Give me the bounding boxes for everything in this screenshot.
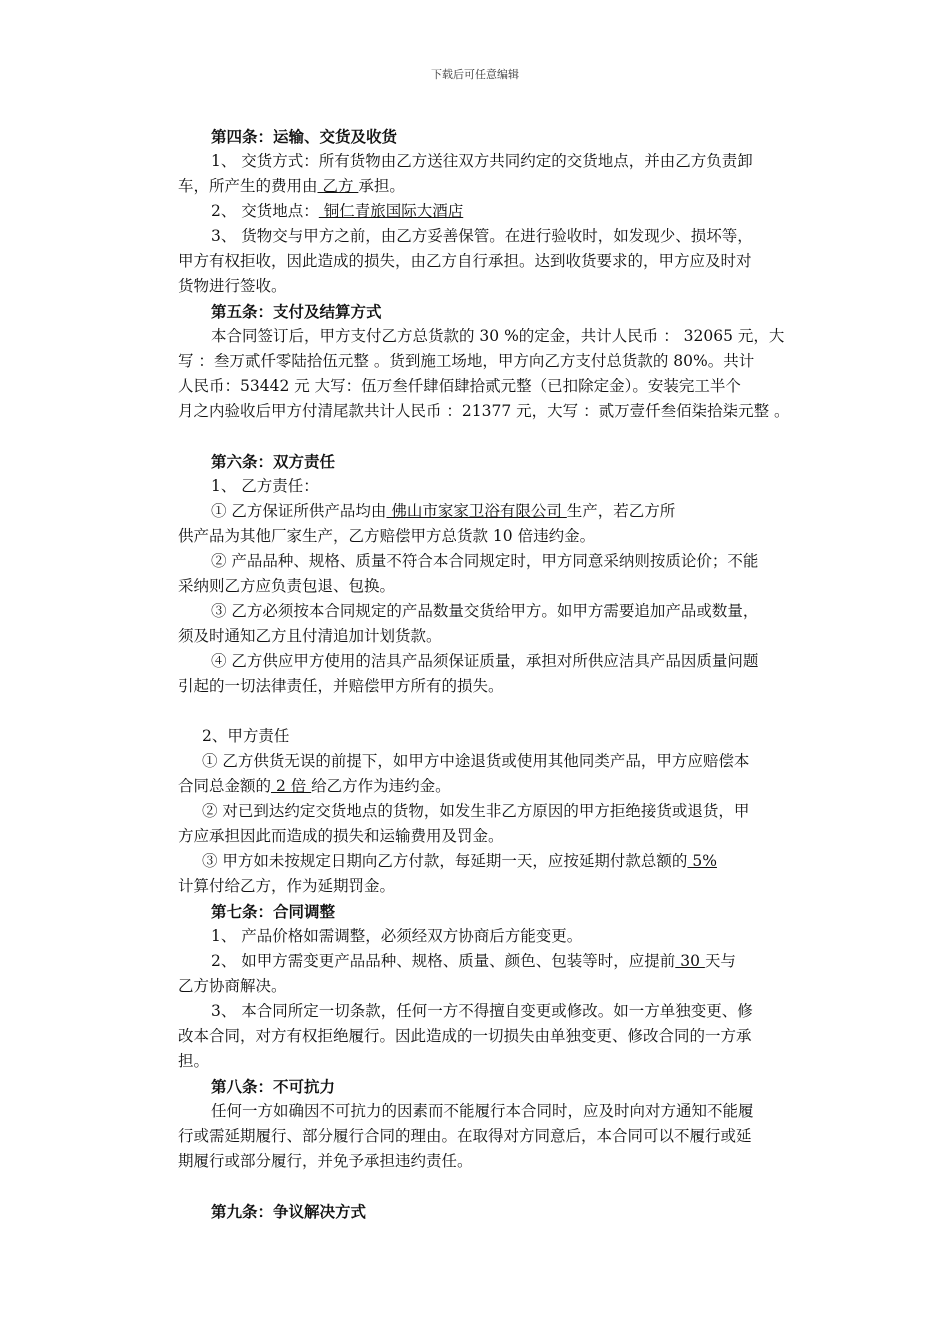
text-line: 任何一方如确因不可抗力的因素而不能履行本合同时，应及时向对方通知不能履 [211, 1102, 754, 1120]
text-segment: 承担。 [358, 177, 405, 195]
filled-blank: 2 倍 [271, 777, 312, 795]
text-segment: 给乙方作为违约金。 [311, 777, 451, 795]
text-line: 人民币：53442 元 大写：伍万叁仟肆佰肆拾贰元整（已扣除定金）。安装完工半个 [178, 377, 741, 395]
text-line: 方应承担因此而造成的损失和运输费用及罚金。 [178, 827, 504, 845]
text-segment: 车，所产生的费用由 [178, 177, 318, 195]
text-line: 1、 产品价格如需调整，必须经双方协商后方能变更。 [211, 927, 583, 945]
text-line [178, 774, 808, 799]
text-line: 担。 [178, 1052, 210, 1070]
text-line [178, 849, 808, 874]
text-segment: ① 乙方保证所供产品均由 [211, 502, 387, 520]
text-line: 本合同签订后，甲方支付乙方总货款的 30 %的定金，共计人民币 ： 32065 元，大 [211, 327, 785, 345]
filled-blank: 乙方 [317, 177, 359, 195]
section-heading: 第九条：争议解决方式 [211, 1202, 367, 1221]
text-line: ② 产品品种、规格、质量不符合本合同规定时，甲方同意采纳则按质论价；不能 [211, 552, 759, 570]
text-segment: 生产，若乙方所 [566, 502, 676, 520]
filled-blank: 30 [675, 952, 705, 970]
text-line: 期履行或部分履行，并免予承担违约责任。 [178, 1152, 473, 1170]
text-line: 采纳则乙方应负责包退、包换。 [178, 577, 396, 595]
section-heading: 第五条：支付及结算方式 [211, 302, 382, 321]
filled-blank: 佛山市家家卫浴有限公司 [386, 502, 567, 520]
blank-line [178, 1174, 808, 1199]
text-line: ① 乙方供货无误的前提下，如甲方中途退货或使用其他同类产品，甲方应赔偿本 [202, 752, 750, 770]
text-line: ② 对已到达约定交货地点的货物，如发生非乙方原因的甲方拒绝接货或退货，甲 [202, 802, 750, 820]
text-segment: ③ 甲方如未按规定日期向乙方付款，每延期一天，应按延期付款总额的 [202, 852, 688, 870]
text-line: 供产品为其他厂家生产，乙方赔偿甲方总货款 10 倍违约金。 [178, 527, 596, 545]
text-line [178, 199, 808, 224]
text-line: 引起的一切法律责任，并赔偿甲方所有的损失。 [178, 677, 504, 695]
text-line: 行或需延期履行、部分履行合同的理由。在取得对方同意后，本合同可以不履行或延 [178, 1127, 752, 1145]
text-line: ④ 乙方供应甲方使用的洁具产品须保证质量，承担对所供应洁具产品因质量问题 [211, 652, 759, 670]
text-line [178, 949, 808, 974]
text-line: 货物进行签收。 [178, 277, 287, 295]
text-line: 须及时通知乙方且付清追加计划货款。 [178, 627, 442, 645]
text-line: ③ 乙方必须按本合同规定的产品数量交货给甲方。如甲方需要追加产品或数量， [211, 602, 759, 620]
blank-line [178, 424, 808, 449]
page-header: 下载后可任意编辑 [431, 68, 519, 81]
text-line: 1、 交货方式：所有货物由乙方送往双方共同约定的交货地点，并由乙方负责卸 [211, 152, 753, 170]
text-line: 3、 本合同所定一切条款，任何一方不得擅自变更或修改。如一方单独变更、修 [211, 1002, 753, 1020]
filled-blank: 铜仁青旅国际大酒店 [318, 202, 464, 220]
text-segment: 合同总金额的 [178, 777, 272, 795]
section-heading: 第六条：双方责任 [211, 452, 336, 471]
filled-blank: 5% [687, 852, 717, 870]
text-line: 改本合同，对方有权拒绝履行。因此造成的一切损失由单独变更、修改合同的一方承 [178, 1027, 752, 1045]
section-heading: 第七条：合同调整 [211, 902, 336, 921]
text-segment: 天与 [704, 952, 736, 970]
text-line: 甲方有权拒收，因此造成的损失，由乙方自行承担。达到收货要求的，甲方应及时对 [178, 252, 752, 270]
blank-line [178, 699, 808, 724]
contract-body [178, 124, 808, 1224]
text-line [178, 499, 808, 524]
section-heading: 第四条：运输、交货及收货 [211, 127, 398, 146]
text-line: 2、甲方责任 [202, 727, 290, 745]
section-heading: 第八条：不可抗力 [211, 1077, 336, 1096]
text-line: 月之内验收后甲方付清尾款共计人民币 ：21377 元，大写 ：贰万壹仟叁佰柒拾柒元整 。 [178, 402, 790, 420]
text-segment: 2、 如甲方需变更产品品种、规格、质量、颜色、包装等时，应提前 [211, 952, 676, 970]
text-line: 写 ：叁万贰仟零陆拾伍元整 。货到施工场地，甲方向乙方支付总货款的 80%。共计 [178, 352, 755, 370]
text-line: 3、 货物交与甲方之前，由乙方妥善保管。在进行验收时，如发现少、损坏等， [211, 227, 753, 245]
text-line: 计算付给乙方，作为延期罚金。 [178, 877, 396, 895]
text-segment: 2、 交货地点： [211, 202, 319, 220]
text-line [178, 174, 808, 199]
text-line: 乙方协商解决。 [178, 977, 287, 995]
text-line: 1、 乙方责任： [211, 477, 319, 495]
